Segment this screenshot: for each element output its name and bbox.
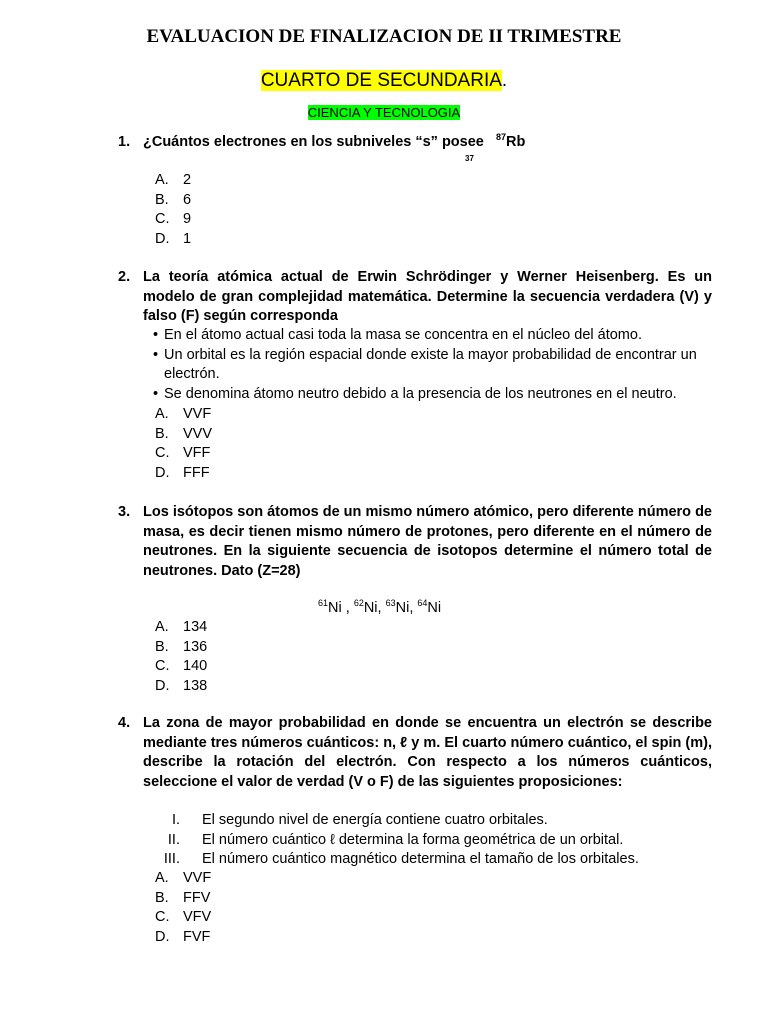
question-4-options [155,869,211,947]
mass-number: 87 [495,132,506,142]
atomic-number: 37 [465,154,474,163]
statement-item: II. El número cuántico ℓ determina la forma geométrica de un orbital. [167,831,624,848]
option-d: D. 1 [155,230,192,247]
option-a: A. VVF [155,870,212,886]
option-b: B. 6 [155,191,192,208]
option-b: B. VVV [155,425,213,442]
statement-item: III. El número cuántico magnético determina el tamaño de los orbitales. [163,851,639,867]
question-1-options [155,171,191,249]
option-c: C. 140 [155,658,208,674]
question-2-options [155,405,212,483]
question-3 [118,503,712,581]
question-4-statements [140,811,639,870]
question-4 [118,714,712,792]
option-c: C. VFV [155,909,212,925]
bullet-item: • Se denomina átomo neutro debido a la presencia de los neutrones en el neutro. [153,385,677,402]
option-b: B. 136 [155,638,208,655]
grade-suffix: . [501,70,508,91]
bullet-item: • Un orbital es la región espacial donde existe la mayor probabilidad de encontrar un electrón. [153,346,697,382]
option-d: D. 138 [155,677,208,694]
grade-heading [0,70,768,92]
question-text: La teoría atómica actual de Erwin Schrödinger y Werner Heisenberg. Es un modelo de gran complejidad matemática. Determine la secuencia verdadera (V) y falso (F) según corresponda [143,269,712,324]
question-2 [118,268,712,327]
question-text: Los isótopos son átomos de un mismo número atómico, pero diferente número de masa, es decir tienen mismo número de protones, pero diferente en el número de neutrones. En la siguiente secuencia de isotopos determine el número total de neutrones. Dato (Z=28) [143,504,712,579]
element-symbol: Rb [505,134,526,150]
question-number: 1. [118,134,131,150]
question-number: 3. [118,504,131,520]
isotope-sequence: $^{61}$Ni , $^{62}$Ni, $^{63}$Ni, $^{64}$Ni [318,598,442,616]
subject-label: CIENCIA Y TECNOLOGIA [307,105,461,120]
option-d: D. FVF [155,928,211,945]
question-2-bullets [153,326,723,404]
option-a: A. 134 [155,619,208,635]
option-a: A. 2 [155,172,192,188]
question-1 [118,133,712,153]
grade-label: CUARTO DE SECUNDARIA [260,70,502,91]
question-text [143,133,712,153]
question-text: La zona de mayor probabilidad en donde se encuentra un electrón se describe mediante tres números cuánticos: n, ℓ y m. El cuarto número cuántico, el spin (m), describe la rotación del electrón. Con respecto a los números cuánticos, seleccione el valor de verdad (V o F) de las siguientes proposiciones: [143,715,712,790]
bullet-item: • En el átomo actual casi toda la masa se concentra en el núcleo del átomo. [153,327,642,343]
question-1-text: ¿Cuántos electrones en los subniveles “s” posee [143,134,484,150]
question-3-options [155,618,207,696]
option-b: B. FFV [155,889,211,906]
option-d: D. FFF [155,464,210,481]
statement-item: I. El segundo nivel de energía contiene cuatro orbitales. [171,812,548,828]
subject-heading [0,105,768,120]
question-number: 4. [118,715,131,731]
question-number: 2. [118,269,131,285]
option-c: C. 9 [155,211,192,227]
option-a: A. VVF [155,406,212,422]
option-c: C. VFF [155,445,211,461]
page-title: EVALUACION DE FINALIZACION DE II TRIMESTRE [146,26,622,47]
